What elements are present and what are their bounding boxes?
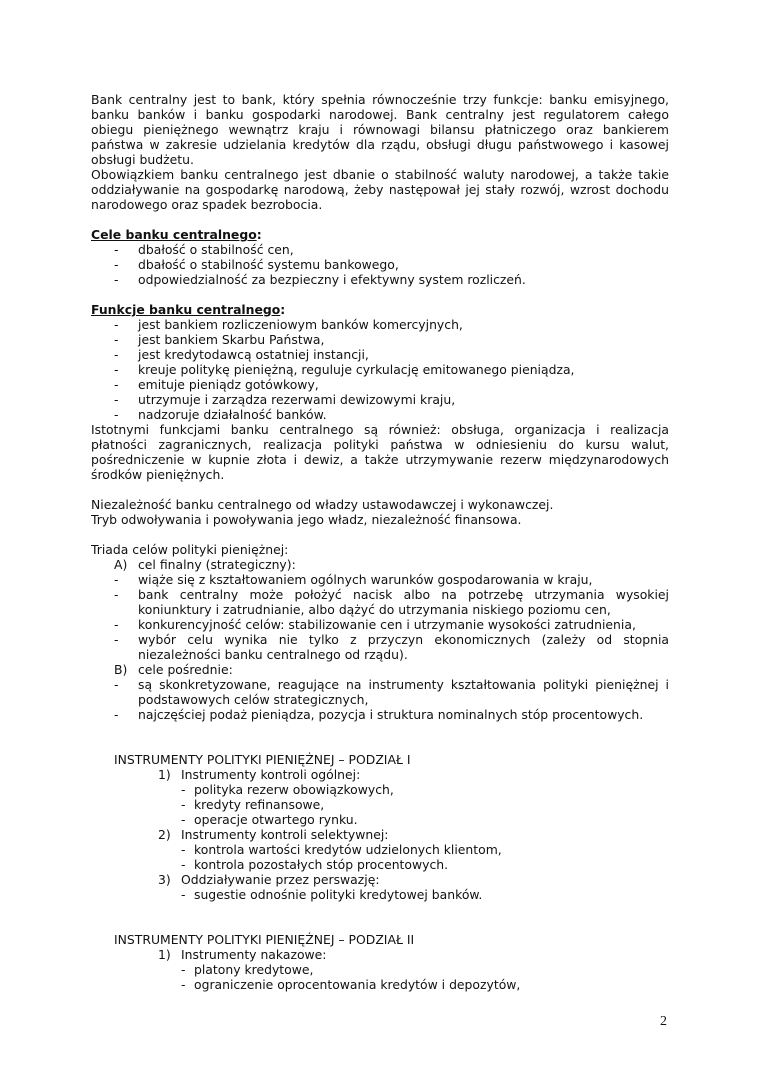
division-2-title: INSTRUMENTY POLITYKI PIENIĘŻNEJ – PODZIAŁ II bbox=[114, 932, 415, 947]
triad-a-list bbox=[91, 572, 669, 662]
goals-heading-colon: : bbox=[256, 227, 262, 242]
list-item: - najczęściej podaż pieniądza, pozycja i struktura nominalnych stóp procentowych. bbox=[91, 707, 669, 722]
triad-item-a bbox=[91, 557, 669, 572]
triad-list bbox=[91, 557, 669, 572]
goals-heading-text: Cele banku centralnego bbox=[91, 227, 257, 242]
functions-additional-paragraph: Istotnymi funkcjami banku centralnego są również: obsługa, organizacja i realizacja płatności zagranicznych, realizacja polityki państwa w odniesieniu do kursu walut, pośredniczenie w kupnie złota i dewiz, a także utrzymywanie rezerw międzynarodowych środków pieniężnych. bbox=[91, 422, 669, 482]
functions-heading-text: Funkcje banku centralnego bbox=[91, 302, 281, 317]
group-items bbox=[181, 842, 669, 872]
list-item: - emituje pieniądz gotówkowy, bbox=[91, 377, 669, 392]
list-item: - polityka rezerw obowiązkowych, bbox=[181, 782, 669, 797]
page-number: 2 bbox=[660, 1014, 667, 1029]
list-item: - jest bankiem Skarbu Państwa, bbox=[91, 332, 669, 347]
list-item: - platony kredytowe, bbox=[181, 962, 669, 977]
list-item: - sugestie odnośnie polityki kredytowej banków. bbox=[181, 887, 669, 902]
functions-list bbox=[91, 317, 669, 422]
list-item: - jest bankiem rozliczeniowym banków komercyjnych, bbox=[91, 317, 669, 332]
list-item: - dbałość o stabilność systemu bankowego, bbox=[91, 257, 669, 272]
list-item: - dbałość o stabilność cen, bbox=[91, 242, 669, 257]
independence-line-2: Tryb odwoływania i powoływania jego władz, niezależność finansowa. bbox=[91, 512, 522, 527]
list-item: - bank centralny może położyć nacisk albo na potrzebę utrzymania wysokiej koniunktury i zatrudnianie, albo dążyć do utrzymania niskiego poziomu cen, bbox=[91, 587, 669, 617]
list-item: - kontrola wartości kredytów udzielonych klientom, bbox=[181, 842, 669, 857]
triad-item-a-label: cel finalny (strategiczny): bbox=[138, 557, 296, 572]
division-2-list bbox=[158, 947, 669, 992]
group-marker: 2) bbox=[158, 827, 171, 842]
division-1-group-2 bbox=[158, 827, 669, 872]
list-item: - są skonkretyzowane, reagujące na instrumenty kształtowania polityki pieniężnej i podstawowych celów strategicznych, bbox=[91, 677, 669, 707]
group-items bbox=[181, 887, 669, 902]
group-marker: 3) bbox=[158, 872, 171, 887]
triad-item-b bbox=[91, 662, 669, 677]
group-label: Instrumenty kontroli selektywnej: bbox=[181, 827, 389, 842]
group-label: Oddziaływanie przez perswazję: bbox=[181, 872, 380, 887]
list-item: - nadzoruje działalność banków. bbox=[91, 407, 669, 422]
triad-list-b bbox=[91, 662, 669, 677]
list-item: - kredyty refinansowe, bbox=[181, 797, 669, 812]
list-item: - kontrola pozostałych stóp procentowych. bbox=[181, 857, 669, 872]
functions-heading-colon: : bbox=[280, 302, 286, 317]
triad-heading: Triada celów polityki pieniężnej: bbox=[91, 542, 289, 557]
division-1-list bbox=[158, 767, 669, 902]
list-item: - utrzymuje i zarządza rezerwami dewizowymi kraju, bbox=[91, 392, 669, 407]
list-item: - odpowiedzialność za bezpieczny i efektywny system rozliczeń. bbox=[91, 272, 669, 287]
group-marker: 1) bbox=[158, 767, 171, 782]
division-1-group-1 bbox=[158, 767, 669, 827]
list-item: - kreuje politykę pieniężną, reguluje cyrkulację emitowanego pieniądza, bbox=[91, 362, 669, 377]
functions-heading bbox=[91, 302, 669, 317]
list-item: - jest kredytodawcą ostatniej instancji, bbox=[91, 347, 669, 362]
independence-line-1: Niezależność banku centralnego od władzy ustawodawczej i wykonawczej. bbox=[91, 497, 554, 512]
marker-a: A) bbox=[114, 557, 128, 572]
division-2-group-1 bbox=[158, 947, 669, 992]
marker-b: B) bbox=[114, 662, 128, 677]
list-item: - konkurencyjność celów: stabilizowanie cen i utrzymanie wysokości zatrudnienia, bbox=[91, 617, 669, 632]
goals-heading bbox=[91, 227, 669, 242]
group-items bbox=[181, 962, 669, 992]
intro-paragraph-2: Obowiązkiem banku centralnego jest dbanie o stabilność waluty narodowej, a także takie oddziaływanie na gospodarkę narodową, żeby następował jej stały rozwój, wzrost dochodu narodowego oraz spadek bezrobocia. bbox=[91, 167, 669, 212]
division-1-title: INSTRUMENTY POLITYKI PIENIĘŻNEJ – PODZIAŁ I bbox=[114, 752, 411, 767]
goals-list bbox=[91, 242, 669, 287]
list-item: - wiąże się z kształtowaniem ogólnych warunków gospodarowania w kraju, bbox=[91, 572, 669, 587]
triad-item-b-label: cele pośrednie: bbox=[138, 662, 233, 677]
intro-paragraph-1: Bank centralny jest to bank, który spełnia równocześnie trzy funkcje: banku emisyjnego, banku banków i banku gospodarki narodowej. Bank centralny jest regulatorem całego obiegu pieniężnego wewnątrz kraju i równowagi bilansu płatniczego oraz bankierem państwa w zakresie udzielania kredytów dla rządu, obsługi długu państwowego i kasowej obsługi budżetu. bbox=[91, 92, 669, 167]
division-1-group-3 bbox=[158, 872, 669, 902]
triad-b-list bbox=[91, 677, 669, 722]
list-item: - operacje otwartego rynku. bbox=[181, 812, 669, 827]
list-item: - wybór celu wynika nie tylko z przyczyn ekonomicznych (zależy od stopnia niezależności banku centralnego od rządu). bbox=[91, 632, 669, 662]
group-items bbox=[181, 782, 669, 827]
group-label: Instrumenty kontroli ogólnej: bbox=[181, 767, 361, 782]
group-label: Instrumenty nakazowe: bbox=[181, 947, 327, 962]
group-marker: 1) bbox=[158, 947, 171, 962]
list-item: - ograniczenie oprocentowania kredytów i depozytów, bbox=[181, 977, 669, 992]
document-page bbox=[91, 92, 669, 992]
